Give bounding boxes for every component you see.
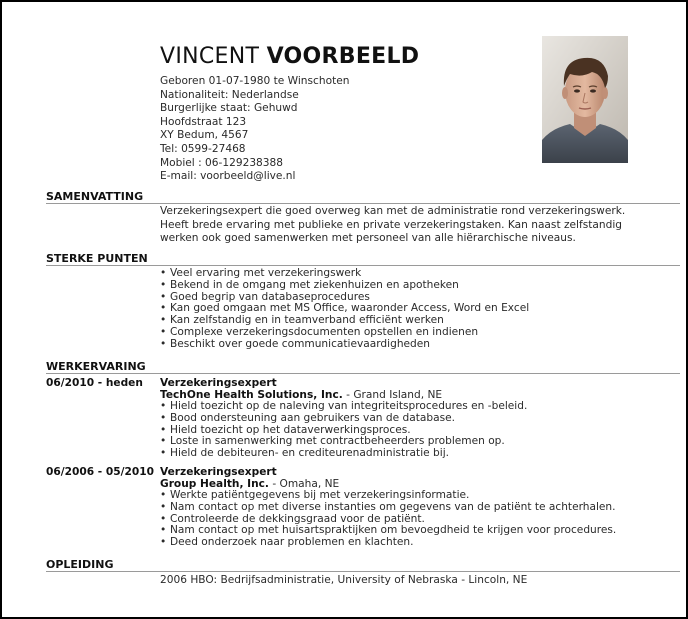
job-period: 06/2006 - 05/2010 (46, 466, 154, 478)
list-item: • Hield de debiteuren- en crediteurenadministratie bij. (160, 448, 640, 460)
list-item: • Deed onderzoek naar problemen en klachten. (160, 537, 640, 549)
list-item: • Hield toezicht op het dataverwerkingsproces. (160, 425, 640, 437)
strengths-list (160, 268, 640, 351)
birth-detail: Geboren 01-07-1980 te Winschoten (160, 75, 350, 87)
company-name: Group Health, Inc. (160, 478, 269, 490)
list-item: • Bekend in de omgang met ziekenhuizen en apotheken (160, 280, 640, 292)
marital-status-detail: Burgerlijke staat: Gehuwd (160, 102, 298, 115)
job-period: 06/2010 - heden (46, 377, 143, 389)
list-item: • Veel ervaring met verzekeringswerk (160, 268, 640, 280)
mobile-number: Mobiel : 06-129238388 (160, 156, 284, 169)
portrait-photo (542, 36, 628, 163)
summary-line: Heeft brede ervaring met publieke en private verzekeringstaken. Kan naast zelfstandig (160, 218, 622, 231)
company-location: - Grand Island, NE (342, 389, 443, 401)
first-name: VINCENT (160, 44, 260, 69)
email-address: E-mail: voorbeeld@live.nl (160, 170, 296, 183)
education-heading: OPLEIDING (46, 558, 114, 571)
experience-divider (46, 373, 680, 374)
list-item: • Nam contact op met diverse instanties om gegevens van de patiënt te achterhalen. (160, 502, 640, 514)
candidate-name (160, 44, 419, 69)
job-duties-list (160, 490, 640, 549)
list-item: • Loste in samenwerking met contractbeheerders problemen op. (160, 436, 640, 448)
portrait-icon (542, 36, 628, 163)
strengths-divider (46, 265, 680, 266)
education-entry: 2006 HBO: Bedrijfsadministratie, University of Nebraska - Lincoln, NE (160, 574, 528, 586)
list-item: • Nam contact op met huisartspraktijken om bevoegdheid te krijgen voor procedures. (160, 525, 640, 537)
education-divider (46, 571, 680, 572)
list-item: • Goed begrip van databaseprocedures (160, 292, 640, 304)
list-item: • Beschikt over goede communicatievaardigheden (160, 339, 640, 351)
list-item: • Controleerde de dekkingsgraad voor de patiënt. (160, 514, 640, 526)
street-address: Hoofdstraat 123 (160, 115, 247, 128)
postal-city: XY Bedum, 4567 (160, 129, 249, 142)
strengths-heading: STERKE PUNTEN (46, 252, 148, 265)
summary-divider (46, 203, 680, 204)
nationality-detail: Nationaliteit: Nederlandse (160, 88, 299, 101)
list-item: • Hield toezicht op de naleving van integriteitsprocedures en -beleid. (160, 401, 640, 413)
list-item: • Werkte patiëntgegevens bij met verzekeringsinformatie. (160, 490, 640, 502)
job-title: Verzekeringsexpert (160, 377, 277, 389)
list-item: • Bood ondersteuning aan gebruikers van de database. (160, 413, 640, 425)
experience-heading: WERKERVARING (46, 360, 146, 373)
list-item: • Kan goed omgaan met MS Office, waaronder Access, Word en Excel (160, 303, 640, 315)
job-title: Verzekeringsexpert (160, 466, 277, 478)
company-location: - Omaha, NE (268, 478, 340, 490)
list-item: • Complexe verzekeringsdocumenten opstellen en indienen (160, 327, 640, 339)
list-item: • Kan zelfstandig en in teamverband efficiënt werken (160, 315, 640, 327)
summary-heading: SAMENVATTING (46, 190, 144, 203)
personal-details (160, 75, 349, 184)
phone-number: Tel: 0599-27468 (160, 142, 246, 155)
summary-text (160, 205, 630, 246)
job-duties-list (160, 401, 640, 460)
summary-line: Verzekeringsexpert die goed overweg kan met de administratie rond verzekeringswerk. (160, 205, 626, 217)
company-name: TechOne Health Solutions, Inc. (160, 389, 343, 401)
summary-line: werken ook goed samenwerken met personeel van alle hiërarchische niveaus. (160, 232, 576, 245)
last-name: VOORBEELD (266, 44, 420, 69)
